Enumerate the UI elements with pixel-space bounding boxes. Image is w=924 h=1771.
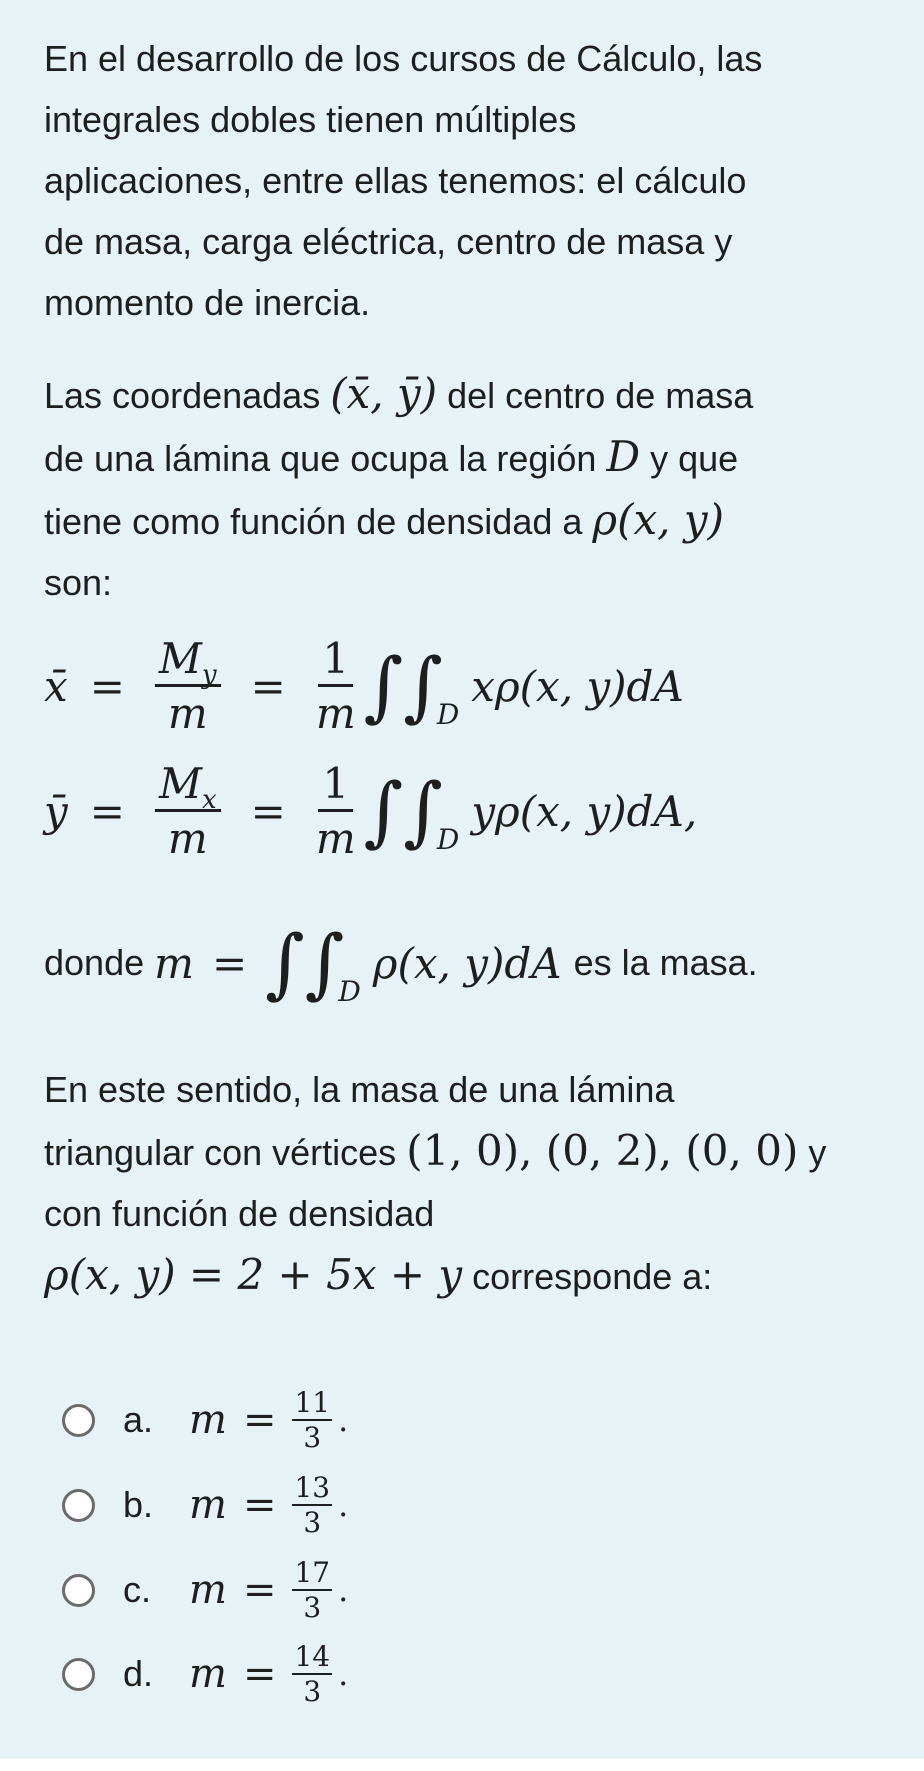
denominator: 3 [303,1590,322,1624]
centro-text-6: son: [44,562,113,603]
equals-sign: = [89,661,125,711]
My-subscript: y [201,659,217,690]
option-letter: b. [123,1484,154,1525]
intro-line-4: de masa, carga eléctrica, centro de masa y [44,221,733,262]
intro-line-1: En el desarrollo de los cursos de Cálculo, las [44,38,763,79]
ybar-symbol: ȳ [44,786,68,836]
option-letter: c. [123,1569,152,1610]
double-integral-sign: ∫∫ [265,918,345,1007]
vertices-math: (1, 0), (0, 2), (0, 0) [406,1126,799,1175]
intro-line-5: momento de inercia. [44,282,371,323]
coords-math: (x̄, ȳ) [330,369,438,418]
numerator: 17 [294,1555,331,1589]
equals-sign: = [242,1482,277,1528]
question-text-3: corresponde a: [472,1256,713,1297]
center-of-mass-paragraph [44,363,894,613]
m-symbol: m [189,1397,227,1443]
equals-sign: = [242,1567,277,1613]
question-text-1: triangular con vértices [44,1132,397,1173]
centro-text-3: de una lámina que ocupa la región [44,438,597,479]
option-math [189,1555,349,1624]
fraction [292,1385,332,1454]
radio-button-d[interactable] [62,1658,95,1691]
one-over-m-fraction [315,633,356,738]
question-paragraph [44,1059,894,1307]
centro-text-4: y que [650,438,739,479]
density-math: ρ(x, y) = 2 + 5x + y [44,1250,463,1299]
option-c[interactable] [62,1555,348,1625]
equals-sign: = [250,661,286,711]
double-integral-sign: ∫∫ [363,641,443,730]
denominator: 3 [303,1505,322,1539]
centro-text-1: Las coordenadas [44,375,321,416]
donde-text: donde [44,942,145,983]
intro-paragraph [44,28,894,333]
bottom-edge [0,1759,924,1771]
m-denominator: m [167,688,208,738]
period: . [338,1486,349,1524]
centro-text-5: tiene como función de densidad a [44,501,583,542]
option-b[interactable] [62,1470,348,1540]
equals-sign: = [89,786,125,836]
region-subscript: D [436,822,460,856]
region-subscript: D [338,974,361,1008]
region-subscript: D [436,697,460,731]
xbar-symbol: x̄ [44,661,68,711]
fraction [292,1639,332,1708]
My-symbol: M [158,633,202,683]
radio-button-c[interactable] [62,1574,95,1607]
xbar-formula [44,633,684,738]
Mx-over-m-fraction [155,758,221,863]
one-numerator: 1 [318,763,353,812]
x-integrand: xρ(x, y)dA [471,661,684,711]
centro-text-2: del centro de masa [447,375,754,416]
Mx-subscript: x [201,784,217,815]
Mx-symbol: M [158,758,202,808]
period: . [338,1655,349,1693]
equals-sign: = [211,938,248,988]
option-d[interactable] [62,1639,348,1709]
option-a[interactable] [62,1385,348,1455]
denominator: 3 [303,1420,322,1454]
one-numerator: 1 [318,638,353,687]
double-integral-sign: ∫∫ [363,766,443,855]
option-math [189,1639,349,1708]
option-math [189,1385,349,1454]
intro-line-2: integrales dobles tienen múltiples [44,99,577,140]
ybar-formula [44,758,698,863]
radio-button-b[interactable] [62,1489,95,1522]
My-over-m-fraction [155,633,221,738]
period: . [338,1571,349,1609]
question-line-3: con función de densidad [44,1193,435,1234]
radio-button-a[interactable] [62,1404,95,1437]
m-symbol: m [154,938,194,988]
equals-sign: = [242,1397,277,1443]
rho-math: ρ(x, y) [592,495,724,544]
option-letter: a. [123,1399,154,1440]
equals-sign: = [250,786,286,836]
fraction [292,1470,332,1539]
m-denominator: m [167,813,208,863]
period: . [338,1401,349,1439]
m-symbol: m [189,1482,227,1528]
fraction [292,1555,332,1624]
mass-integrand: ρ(x, y)dA [372,938,562,988]
m-symbol: m [189,1651,227,1697]
one-over-m-fraction [315,758,356,863]
y-integrand: yρ(x, y)dA, [471,786,698,836]
option-letter: d. [123,1653,154,1694]
question-text-2: y [808,1132,827,1173]
m-symbol: m [189,1567,227,1613]
option-math [189,1470,349,1539]
denominator: 3 [303,1674,322,1708]
numerator: 11 [294,1385,331,1419]
question-line-1: En este sentido, la masa de una lámina [44,1069,675,1110]
intro-line-3: aplicaciones, entre ellas tenemos: el cálculo [44,160,747,201]
region-math: D [606,432,641,481]
donde-text-end: es la masa. [573,942,758,983]
numerator: 13 [294,1470,331,1504]
numerator: 14 [294,1639,331,1673]
equals-sign: = [242,1651,277,1697]
m-denominator: m [315,813,356,863]
m-denominator: m [315,688,356,738]
mass-definition [44,908,758,1018]
